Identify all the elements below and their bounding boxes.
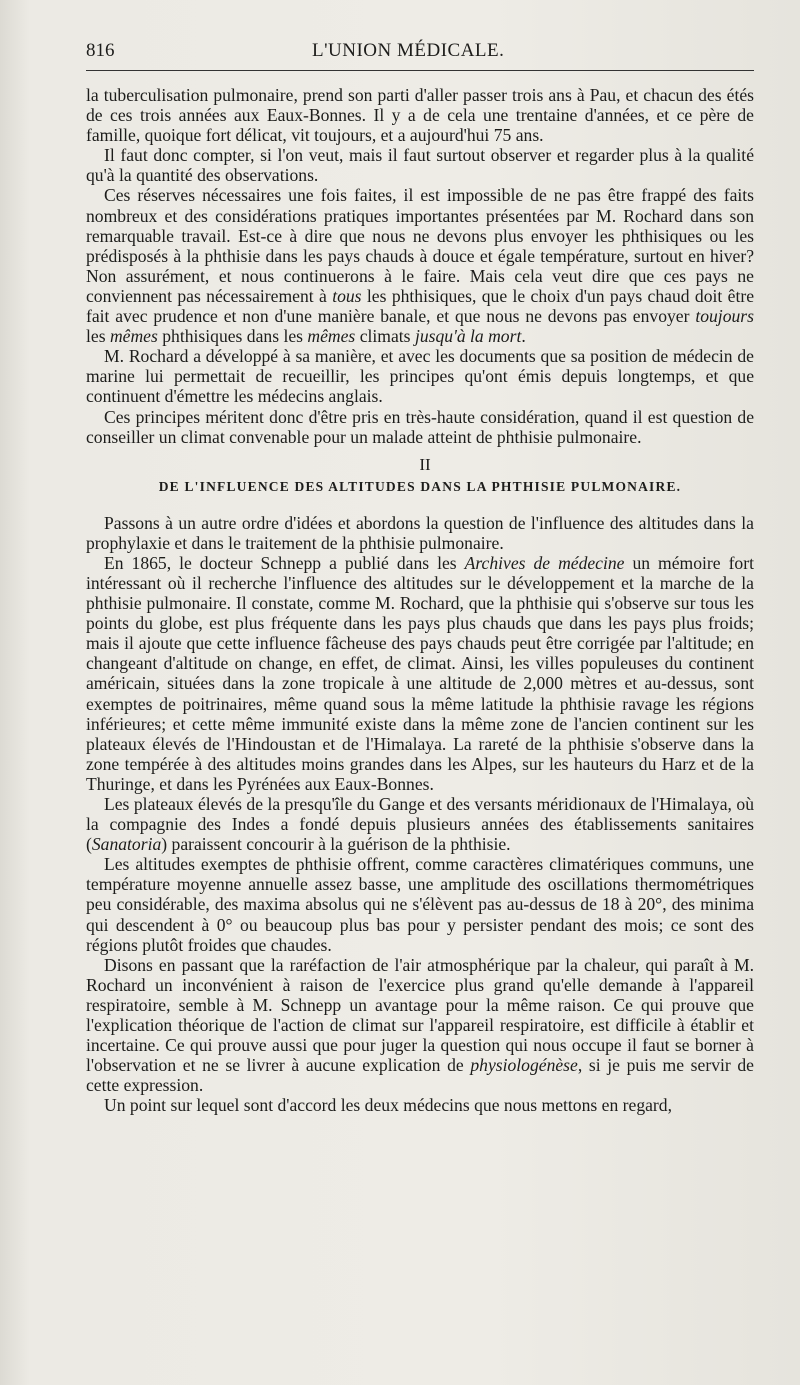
italic-text: mêmes xyxy=(307,326,356,347)
body-text xyxy=(86,85,754,1116)
text-run: les xyxy=(86,326,106,347)
paragraph xyxy=(86,794,754,854)
paragraph xyxy=(86,185,754,346)
section-title: DE L'INFLUENCE DES ALTITUDES DANS LA PHTHISIE PULMONAIRE. xyxy=(158,478,682,494)
text-run: Disons en passant que la raréfaction de l'air atmosphérique par la chaleur, qui paraît à M. Rochard un inconvénient à raison de l'exercice plus grand qu'elle demande à l'appareil respiratoire, semble à M. Schnepp un avantage pour la même raison. Ce qui prouve que l'explication théorique de l'action de climat sur l'appareil respiratoire, est difficile à établir et incertaine. Ce qui prouve aussi que pour juger la question qui nous occupe il faut se borner à l'observation et ne se livrer à aucune explication de xyxy=(86,954,754,1076)
italic-text: toujours xyxy=(695,306,754,327)
paragraph: Un point sur lequel sont d'accord les deux médecins que nous mettons en regard, xyxy=(104,1095,672,1116)
paragraph: Ces principes méritent donc d'être pris en très-haute considération, quand il est question de conseiller un climat convenable pour un malade atteint de phthisie pulmonaire. xyxy=(86,406,754,447)
page-number: 816 xyxy=(86,40,115,61)
running-title: L'UNION MÉDICALE. xyxy=(312,40,505,61)
text-run: , si je puis me servir de cette expression. xyxy=(86,1055,754,1096)
page-header xyxy=(86,40,754,71)
paragraph xyxy=(86,553,754,794)
text-run: . xyxy=(521,326,526,347)
paragraph: Les altitudes exemptes de phthisie offrent, comme caractères climatériques communs, une température moyenne annuelle assez basse, une amplitude des oscillations thermométriques peu considérable, des maxima absolus qui ne s'élèvent pas au-dessus de 18 à 20°, des minima qui descendent à 0° ou beaucoup plus bas pour y persister pendant des mois; ce sont des régions plutôt froides que chaudes. xyxy=(86,854,754,955)
italic-text: Archives de médecine xyxy=(464,552,625,573)
italic-text: physiologénèse xyxy=(470,1055,578,1076)
italic-text: jusqu'à la mort xyxy=(414,326,522,347)
text-run: phthisiques dans les xyxy=(162,326,303,347)
text-run: climats xyxy=(359,326,411,347)
text-run: Les plateaux élevés de la presqu'île du Gange et des versants méridionaux de l'Himalaya, où la compagnie des Indes a fondé depuis plusieurs années des établissements sanitaires ( xyxy=(86,794,754,855)
text-run: Ces réserves nécessaires une fois faites, il est impossible de ne pas être frappé des faits nombreux et des considérations pratiques importantes présentées par M. Rochard dans son remarquable travail. Est-ce à dire que nous ne devons plus envoyer les phthisiques ou les prédisposés à la phthisie dans les pays chauds à douce et égale température, surtout en hiver? Non assurément, et nous continuerons à le faire. Mais cela veut dire que ces pays ne conviennent pas nécessairement à xyxy=(86,185,754,306)
paragraph: la tuberculisation pulmonaire, prend son parti d'aller passer trois ans à Pau, et chacun des étés de ces trois années aux Eaux-Bonnes. Il y a de cela une trentaine d'années, et ce père de famille, quoique fort délicat, vit toujours, et a aujourd'hui 75 ans. xyxy=(86,85,754,146)
italic-text: mêmes xyxy=(109,326,158,347)
italic-text: tous xyxy=(332,285,362,306)
paragraph xyxy=(86,955,754,1096)
paragraph: M. Rochard a développé à sa manière, et avec les documents que sa position de médecin de marine lui permettait de recueillir, les principes qu'ont émis depuis longtemps, et que continuent d'émettre les médecins anglais. xyxy=(86,346,754,407)
text-run: un mémoire fort intéressant où il recherche l'influence des altitudes sur le développement et la marche de la phthisie pulmonaire. Il constate, comme M. Rochard, que la phthisie qui s'observe sur tous les points du globe, est plus fréquente dans les pays plus chauds que dans les pays plus froids; mais il ajoute que cette influence fâcheuse des pays chauds peut être corrigée par l'altitude; en changeant d'altitude on change, en effet, de climat. Ainsi, les villes populeuses du continent américain, situées dans la zone tropicale à une altitude de 2,000 mètres et au-dessus, sont exemptes de poitrinaires, même quand sous la même latitude la phthisie ravage les régions inférieures; et cette même immunité existe dans la même zone de l'ancien continent sur les plateaux élevés de l'Hindoustan et de l'Himalaya. La rareté de la phthisie s'observe dans la zone tempérée à des altitudes moins grandes dans les Alpes, sur les hauteurs du Harz et de la Thuringe, et dans les Pyrénées aux Eaux-Bonnes. xyxy=(86,552,754,794)
paragraph: Il faut donc compter, si l'on veut, mais il faut surtout observer et regarder plus à la qualité qu'à la quantité des observations. xyxy=(86,145,754,186)
italic-text: Sanatoria xyxy=(91,834,162,855)
paragraph: Passons à un autre ordre d'idées et abordons la question de l'influence des altitudes dans la prophylaxie et dans le traitement de la phthisie pulmonaire. xyxy=(86,512,754,553)
text-run: ) paraissent concourir à la guérison de la phthisie. xyxy=(161,834,511,855)
text-run: les phthisiques, que le choix d'un pays chaud doit être fait avec prudence et non d'une manière banale, et que nous ne devons pas envoyer xyxy=(86,285,755,327)
section-number: II xyxy=(419,454,431,474)
text-run: En 1865, le docteur Schnepp a publié dans les xyxy=(104,552,457,573)
